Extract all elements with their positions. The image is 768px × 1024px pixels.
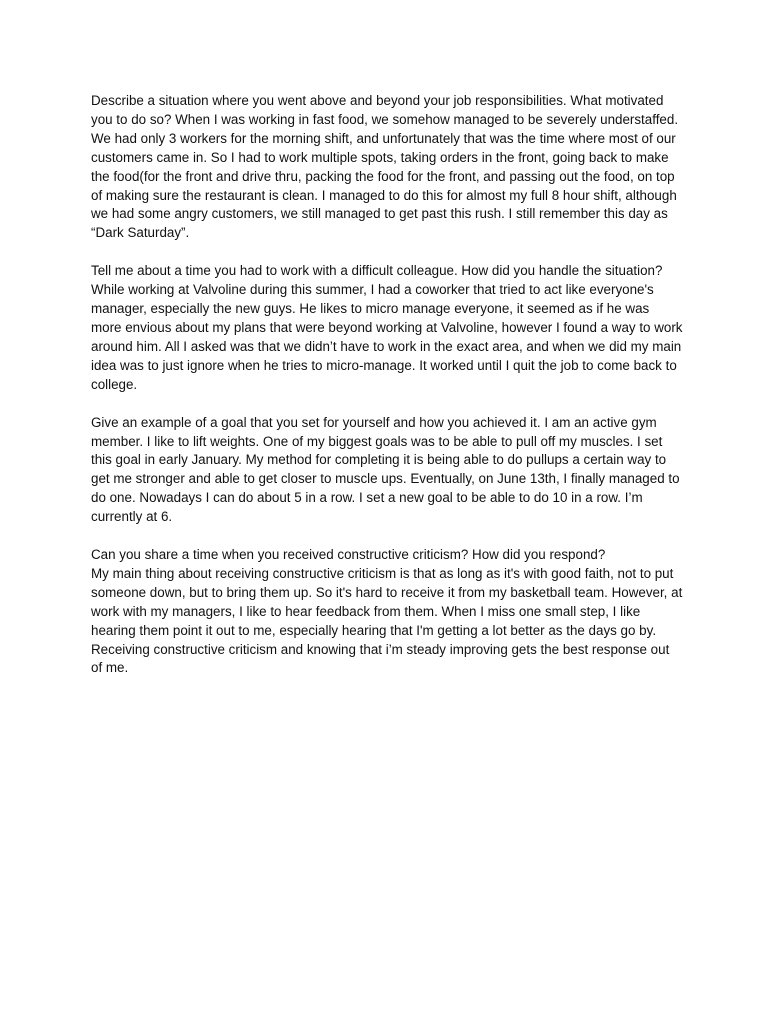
document-body: [91, 92, 687, 697]
paragraph-goal-achieved: Give an example of a goal that you set for yourself and how you achieved it. I am an active gym member. I like to lift weights. One of my biggest goals was to be able to pull off my muscles. I set this goal in early January. My method for completing it is being able to do pullups a certain way to get me stronger and able to get closer to muscle ups. Eventually, on June 13th, I finally managed to do one. Nowadays I can do about 5 in a row. I set a new goal to be able to do 10 in a row. I’m currently at 6.: [91, 414, 684, 525]
paragraph-difficult-colleague: Tell me about a time you had to work with a difficult colleague. How did you handle the situation? While working at Valvoline during this summer, I had a coworker that tried to act like everyone's manager, especially the new guys. He likes to micro manage everyone, it seemed as if he was more envious about my plans that were beyond working at Valvoline, however I found a way to work around him. All I asked was that we didn’t have to work in the exact area, and when we did my main idea was to just ignore when he tries to micro-manage. It worked until I quit the job to come back to college.: [91, 263, 687, 392]
paragraph-above-and-beyond: Describe a situation where you went above and beyond your job responsibilities. What motivated you to do so? When I was working in fast food, we somehow managed to be severely understaffed. We had only 3 workers for the morning shift, and unfortunately that was the time where most of our customers came in. So I had to work multiple spots, taking orders in the front, going back to make the food(for the front and drive thru, packing the food for the front, and passing out the food, on top of making sure the restaurant is clean. I managed to do this for almost my full 8 hour shift, although we had some angry customers, we still managed to get past this rush. I still remember this day as “Dark Saturday”.: [91, 93, 682, 241]
paragraph-constructive-criticism: Can you share a time when you received constructive criticism? How did you respond? My main thing about receiving constructive criticism is that as long as it's with good faith, not to put someone down, but to bring them up. So it's hard to receive it from my basketball team. However, at work with my managers, I like to hear feedback from them. When I miss one small step, I like hearing them point it out to me, especially hearing that I'm getting a lot better as the days go by. Receiving constructive criticism and knowing that i’m steady improving gets the best response out of me.: [91, 547, 683, 676]
